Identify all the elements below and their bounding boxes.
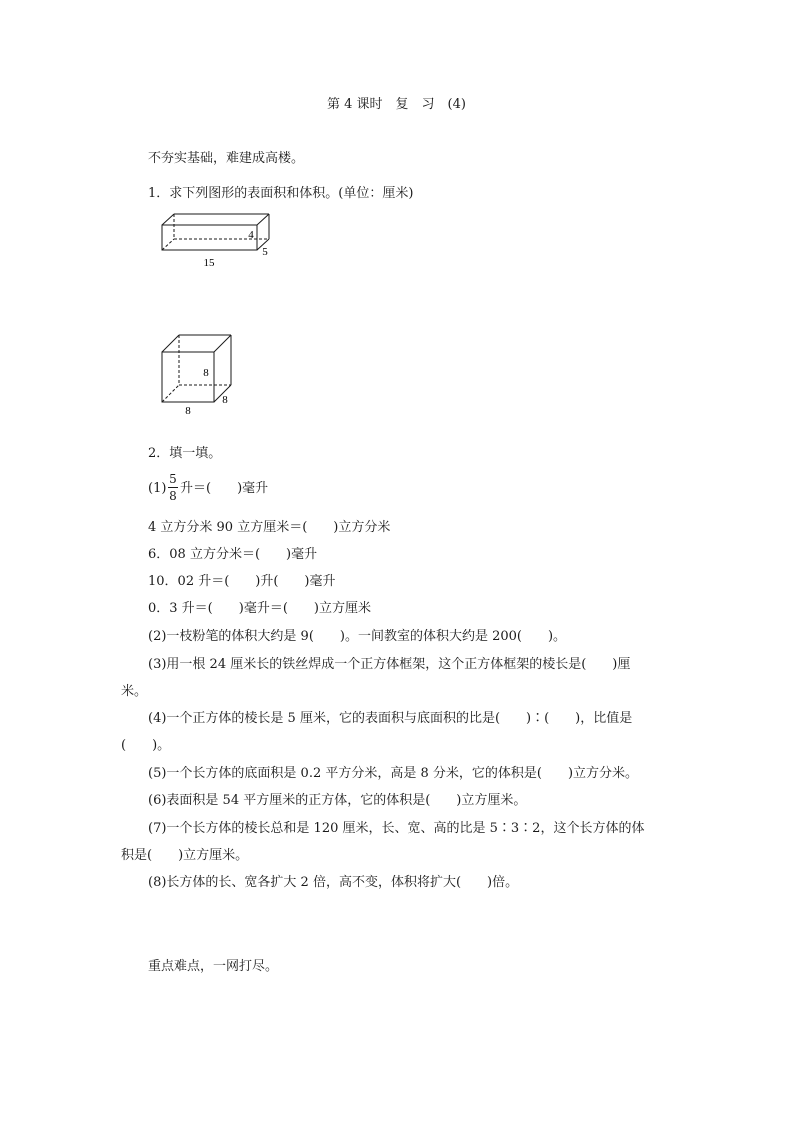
- section-heading: 重点难点，一网打尽。: [148, 959, 279, 974]
- q2-part8: (8)长方体的长、宽各扩大 2 倍，高不变，体积将扩大( )倍。: [148, 875, 519, 890]
- cuboid-width-label: 5: [262, 246, 268, 258]
- cube-figure: [155, 330, 245, 420]
- cuboid-length-label: 15: [203, 257, 215, 269]
- q2-line-a: 4 立方分米 90 立方厘米＝( )立方分米: [148, 520, 391, 535]
- q2-line-d: 0．3 升＝( )毫升＝( )立方厘米: [148, 601, 371, 616]
- q2-part7-line1: (7)一个长方体的棱长总和是 120 厘米，长、宽、高的比是 5∶3∶2，这个长方体的体: [148, 821, 645, 836]
- q2-part1-prefix: (1): [148, 481, 167, 496]
- cuboid-figure: [155, 208, 280, 270]
- question-1-heading: 1．求下列图形的表面积和体积。(单位：厘米): [148, 186, 414, 201]
- q2-part2: (2)一枝粉笔的体积大约是 9( )。一间教室的体积大约是 200( )。: [148, 629, 567, 644]
- cube-front-label: 8: [185, 405, 191, 417]
- fraction-denominator: 8: [169, 489, 177, 503]
- q2-part6: (6)表面积是 54 平方厘米的正方体，它的体积是( )立方厘米。: [148, 793, 527, 808]
- fraction-bar: [168, 487, 178, 488]
- question-2-heading: 2．填一填。: [148, 446, 222, 461]
- q2-part3-line1: (3)用一根 24 厘米长的铁丝焊成一个正方体框架，这个正方体框架的棱长是( )厘: [148, 657, 631, 672]
- q2-line-b: 6．08 立方分米＝( )毫升: [148, 547, 318, 562]
- q2-part3-line2: 米。: [121, 684, 148, 699]
- q2-part4-line2: ( )。: [121, 738, 171, 753]
- q2-part5: (5)一个长方体的底面积是 0.2 平方分米，高是 8 分米，它的体积是( )立方分米。: [148, 766, 639, 781]
- fraction-numerator: 5: [169, 472, 177, 486]
- cuboid-height-label: 4: [248, 229, 254, 241]
- q2-line-c: 10．02 升＝( )升( )毫升: [148, 574, 336, 589]
- page-title: 第 4 课时 复 习 (4): [327, 97, 466, 112]
- q2-part7-line2: 积是( )立方厘米。: [121, 848, 249, 863]
- cube-side-label: 8: [222, 394, 228, 406]
- intro-text: 不夯实基础，难建成高楼。: [148, 151, 305, 166]
- cube-height-label: 8: [203, 367, 209, 379]
- q2-part1-fraction: [168, 472, 178, 503]
- q2-part4-line1: (4)一个正方体的棱长是 5 厘米，它的表面积与底面积的比是( )∶( )，比值是: [148, 711, 633, 726]
- q2-part1-suffix: 升＝( )毫升: [180, 481, 269, 496]
